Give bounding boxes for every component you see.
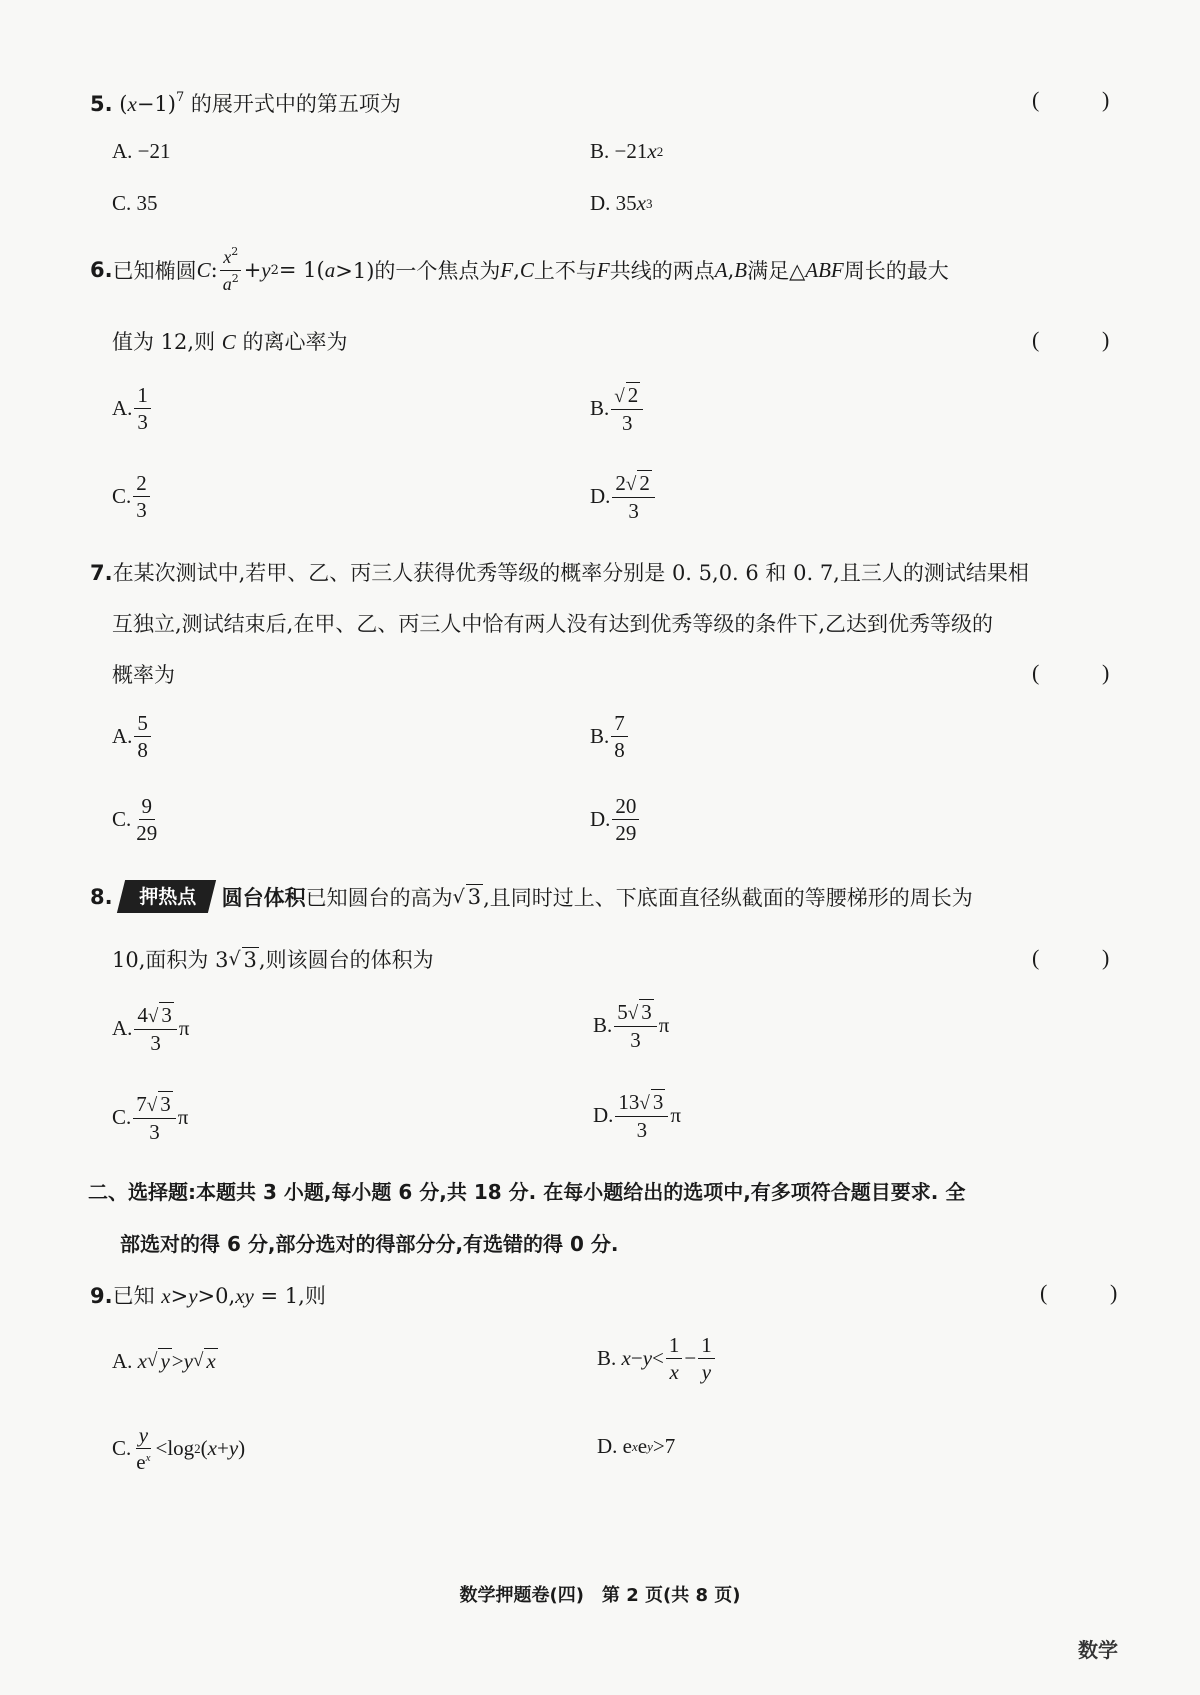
frac-num: 1 <box>698 1334 715 1359</box>
option-fraction: $\frac{2√ 2}{3}$ <box>612 472 654 522</box>
q9-option-a: A. x √ y > y √ x <box>112 1348 216 1373</box>
option-label: A. <box>112 1348 133 1373</box>
frac-den-exp: 2 <box>231 271 239 285</box>
section2-heading-cont <box>120 1228 618 1257</box>
q6-var: y <box>261 257 271 282</box>
radicand: 3 <box>641 1000 652 1024</box>
option-text: − <box>684 1346 697 1371</box>
option-label: B. <box>590 396 610 421</box>
radicand: x <box>206 1349 216 1373</box>
coefficient: 7 <box>136 1092 147 1116</box>
q6-text: 上不与 <box>533 259 597 284</box>
option-fraction: $\frac{7√ 3}{3}$ <box>133 1093 175 1143</box>
q5-option-c <box>112 191 158 216</box>
frac-den: 3 <box>137 410 148 435</box>
q8-text: ,且同时过上、下底面直径纵截面的等腰梯形的周长为 <box>483 885 973 910</box>
option-text: > <box>171 1348 184 1373</box>
q8-option-d <box>593 1091 681 1141</box>
q8-stem-line2: 10,面积为 3 √ 3 ,则该圆台的体积为 <box>112 944 434 974</box>
q8-topic: 圆台体积 <box>221 885 306 910</box>
frac-den: 3 <box>150 1030 161 1055</box>
q9-var: xy <box>235 1284 254 1308</box>
footer-text: 数学押题卷(四) 第 2 页(共 8 页) <box>459 1585 741 1606</box>
frac-num: 5 <box>134 712 151 737</box>
frac-num: 1 <box>134 384 151 409</box>
q9-var: x <box>161 1284 171 1308</box>
frac-den: e <box>136 1450 146 1475</box>
hot-topic-tag-label: 押热点 <box>138 886 196 908</box>
option-var: e <box>622 1434 632 1458</box>
q6-var: a <box>324 257 336 282</box>
option-text: < <box>652 1346 664 1371</box>
q6-stem-line2 <box>112 326 347 356</box>
q6-exp: 2 <box>270 262 279 278</box>
option-exp: x <box>632 1438 638 1454</box>
q8-option-c <box>112 1093 188 1143</box>
option-fraction: $\frac{√ 2}{3}$ <box>611 384 643 434</box>
q6-text: 共线的两点 <box>609 259 715 284</box>
option-var: y <box>183 1348 193 1373</box>
option-fraction <box>133 1424 153 1473</box>
q7-stem-line3 <box>112 659 175 689</box>
q8-text: 10,面积为 3 <box>112 948 229 972</box>
frac-num: 1 <box>666 1334 683 1359</box>
option-var: y <box>228 1436 239 1461</box>
log-base: 2 <box>194 1440 201 1456</box>
frac-num: 7 <box>611 712 628 737</box>
q6-option-a <box>112 384 153 433</box>
q5-stem <box>90 88 401 118</box>
q9-option-d <box>597 1434 675 1459</box>
q6-text: , <box>727 258 735 283</box>
frac-num: 2 <box>133 472 150 497</box>
radicand: 3 <box>652 1090 664 1114</box>
radicand: 2 <box>627 383 639 407</box>
option-fraction: $\frac{13√ 3}{3}$ <box>615 1091 668 1141</box>
q6-text: + <box>243 258 262 283</box>
q9-number: 9. <box>90 1284 113 1308</box>
option-label: D. <box>597 1434 618 1458</box>
option-label: D. <box>590 807 611 832</box>
option-text: − <box>630 1346 643 1371</box>
option-exp: 3 <box>646 195 653 211</box>
q9-text: = 1,则 <box>253 1284 326 1308</box>
q6-text: 的离心率为 <box>235 330 348 354</box>
bracket-left: ( <box>1032 660 1040 685</box>
option-label: C. <box>112 807 132 832</box>
radicand: y <box>160 1349 170 1373</box>
q5-number: 5. <box>90 92 113 116</box>
option-var: x <box>621 1346 631 1371</box>
q8-option-b <box>593 1001 669 1051</box>
option-fraction <box>698 1334 715 1383</box>
frac-num: y <box>136 1424 151 1449</box>
q5-option-b <box>590 139 663 164</box>
radicand: 3 <box>467 885 482 909</box>
section2-heading <box>88 1176 965 1205</box>
option-var: x <box>636 191 646 215</box>
option-var: x <box>647 139 657 163</box>
frac-den: 3 <box>628 498 639 523</box>
bracket-left: ( <box>1032 945 1040 970</box>
option-text: ( <box>200 1436 208 1461</box>
q6-option-d <box>590 472 657 522</box>
option-label: C. <box>112 484 132 509</box>
option-fraction <box>133 472 150 521</box>
option-fraction <box>134 384 151 433</box>
option-fraction <box>134 712 151 761</box>
q7-text: 互独立,测试结束后,在甲、乙、丙三人中恰有两人没有达到优秀等级的条件下,乙达到优秀等级的 <box>112 612 994 636</box>
bracket-left: ( <box>1032 327 1040 352</box>
option-label: C. <box>112 1436 132 1461</box>
q6-number: 6. <box>90 258 113 283</box>
q6-text: 值为 12,则 <box>112 330 222 354</box>
pi-symbol: π <box>670 1103 681 1128</box>
option-text: C. 35 <box>112 191 158 215</box>
frac-den: 3 <box>149 1119 160 1144</box>
q6-text: 满足△ <box>747 259 806 284</box>
q6-var: C <box>196 257 211 282</box>
option-label: B. <box>597 1346 617 1371</box>
section2-line2: 部选对的得 6 分,部分选对的得部分分,有选错的得 0 分. <box>120 1232 619 1256</box>
option-label: C. <box>112 1105 132 1130</box>
q7-option-d <box>590 795 641 844</box>
frac-den: 3 <box>621 410 633 435</box>
q6-var: C <box>221 330 236 354</box>
coefficient: 2 <box>615 471 626 495</box>
option-label: A. <box>112 724 133 749</box>
q6-ellipse-fraction <box>220 246 242 295</box>
option-fraction: $\frac{4√ 3}{3}$ <box>134 1004 176 1054</box>
option-text: <log <box>155 1436 195 1461</box>
q9-var: y <box>188 1284 198 1308</box>
q5-text: 的展开式中的第五项为 <box>184 92 401 116</box>
page-footer <box>0 1581 1200 1607</box>
radicand: 2 <box>639 471 650 495</box>
q9-option-b <box>597 1334 717 1383</box>
option-text: B. −21 <box>590 139 648 163</box>
radicand: 3 <box>161 1003 172 1027</box>
q6-var: A <box>714 257 728 282</box>
option-exp: 2 <box>656 143 664 159</box>
q6-var: F <box>596 257 610 282</box>
frac-num: 20 <box>612 795 639 820</box>
q7-text: 概率为 <box>112 663 175 687</box>
q7-option-b <box>590 712 630 761</box>
bracket-right: ) <box>1102 87 1110 112</box>
option-var: x <box>207 1436 217 1461</box>
q8-number: 8. <box>90 884 113 909</box>
q9-text: >0, <box>197 1284 236 1308</box>
option-var: e <box>637 1434 648 1458</box>
coefficient: 13 <box>618 1090 640 1114</box>
section2-line1: 二、选择题:本题共 3 小题,每小题 6 分,共 18 分. 在每小题给出的选项中,有多项符合题目要求. 全 <box>88 1180 966 1204</box>
pi-symbol: π <box>658 1013 670 1038</box>
coefficient: 4 <box>137 1003 148 1027</box>
option-text: D. 35 <box>590 191 637 215</box>
q6-option-b <box>590 384 645 434</box>
q5-text: −1) <box>136 92 176 116</box>
frac-den: a <box>222 273 232 294</box>
option-text: >7 <box>652 1434 676 1458</box>
frac-num: x <box>223 247 232 267</box>
radicand: 3 <box>160 1092 171 1116</box>
q8-text: ,则该圆台的体积为 <box>258 948 434 972</box>
q8-stem-line1: 8. 押热点 圆台体积 已知圆台的高为 √ 3 ,且同时过上、下底面直径纵截面的等腰梯形的周长为 <box>90 880 973 913</box>
option-fraction <box>611 712 628 761</box>
frac-den: 29 <box>136 821 158 846</box>
q5-option-a <box>112 139 171 164</box>
q6-var: F <box>500 257 514 282</box>
q7-stem-line1 <box>90 557 1029 587</box>
q9-stem <box>90 1280 326 1310</box>
bracket-left: ( <box>1032 87 1040 112</box>
q6-var: C <box>519 257 534 282</box>
frac-den-exp: x <box>145 1452 151 1465</box>
option-var: y <box>642 1346 653 1371</box>
q9-option-c <box>112 1424 245 1473</box>
corner-subject-mark: 数学 <box>1078 1638 1118 1662</box>
radicand: 3 <box>243 947 257 972</box>
frac-den: 3 <box>636 1117 648 1142</box>
frac-den: 29 <box>615 821 637 846</box>
hot-topic-tag <box>116 880 215 913</box>
q5-var: x <box>127 92 137 116</box>
option-label: D. <box>590 484 611 509</box>
frac-den: 8 <box>137 738 148 763</box>
q8-text: 已知圆台的高为 <box>305 885 453 910</box>
pi-symbol: π <box>177 1105 189 1130</box>
bracket-left: ( <box>1040 1280 1048 1305</box>
option-text: + <box>217 1436 229 1461</box>
q7-option-a <box>112 712 153 761</box>
option-text: ) <box>238 1436 246 1461</box>
q5-option-d <box>590 191 653 216</box>
coefficient: 5 <box>617 1000 628 1024</box>
option-label: D. <box>593 1103 614 1128</box>
frac-den: 3 <box>136 498 147 523</box>
q6-stem-line1 <box>90 246 949 295</box>
q7-text: 在某次测试中,若甲、乙、丙三人获得优秀等级的概率分别是 0. 5,0. 6 和 0. 7,且三人的测试结果相 <box>112 561 1029 585</box>
option-var: x <box>137 1348 147 1373</box>
q6-option-c <box>112 472 152 521</box>
frac-den: 3 <box>630 1027 641 1052</box>
option-label: A. <box>112 1016 133 1041</box>
q6-text: = 1( <box>278 258 325 283</box>
pi-symbol: π <box>178 1016 190 1041</box>
q6-var: ABF <box>805 257 844 282</box>
bracket-right: ) <box>1102 945 1110 970</box>
q6-text: : <box>210 258 218 283</box>
q6-var: B <box>734 257 748 282</box>
frac-den: 8 <box>614 738 625 763</box>
option-label: A. <box>112 396 133 421</box>
q9-text: 已知 <box>112 1284 162 1308</box>
option-label: B. <box>590 724 610 749</box>
q6-text: 周长的最大 <box>843 259 949 284</box>
q6-text: 已知椭圆 <box>112 259 197 284</box>
option-text: A. −21 <box>112 139 171 163</box>
frac-num: 9 <box>139 795 156 820</box>
frac-den: y <box>701 1360 712 1385</box>
q6-text: , <box>513 258 520 283</box>
bracket-right: ) <box>1102 660 1110 685</box>
q7-stem-line2 <box>112 608 993 638</box>
option-fraction <box>612 795 639 844</box>
bracket-right: ) <box>1110 1280 1118 1305</box>
q7-number: 7. <box>90 561 113 585</box>
q7-option-c <box>112 795 162 844</box>
q5-text: ( <box>119 92 128 116</box>
option-exp: y <box>647 1438 653 1454</box>
frac-den: x <box>669 1360 679 1385</box>
q5-exp: 7 <box>175 90 185 105</box>
q8-option-a <box>112 1004 189 1054</box>
option-fraction <box>666 1334 683 1383</box>
frac-num-exp: 2 <box>231 245 239 258</box>
option-fraction: $\frac{5√ 3}{3}$ <box>614 1001 656 1051</box>
q6-text: >1)的一个焦点为 <box>335 259 501 284</box>
q9-text: > <box>170 1284 189 1308</box>
option-fraction <box>133 795 160 844</box>
option-label: B. <box>593 1013 613 1038</box>
bracket-right: ) <box>1102 327 1110 352</box>
